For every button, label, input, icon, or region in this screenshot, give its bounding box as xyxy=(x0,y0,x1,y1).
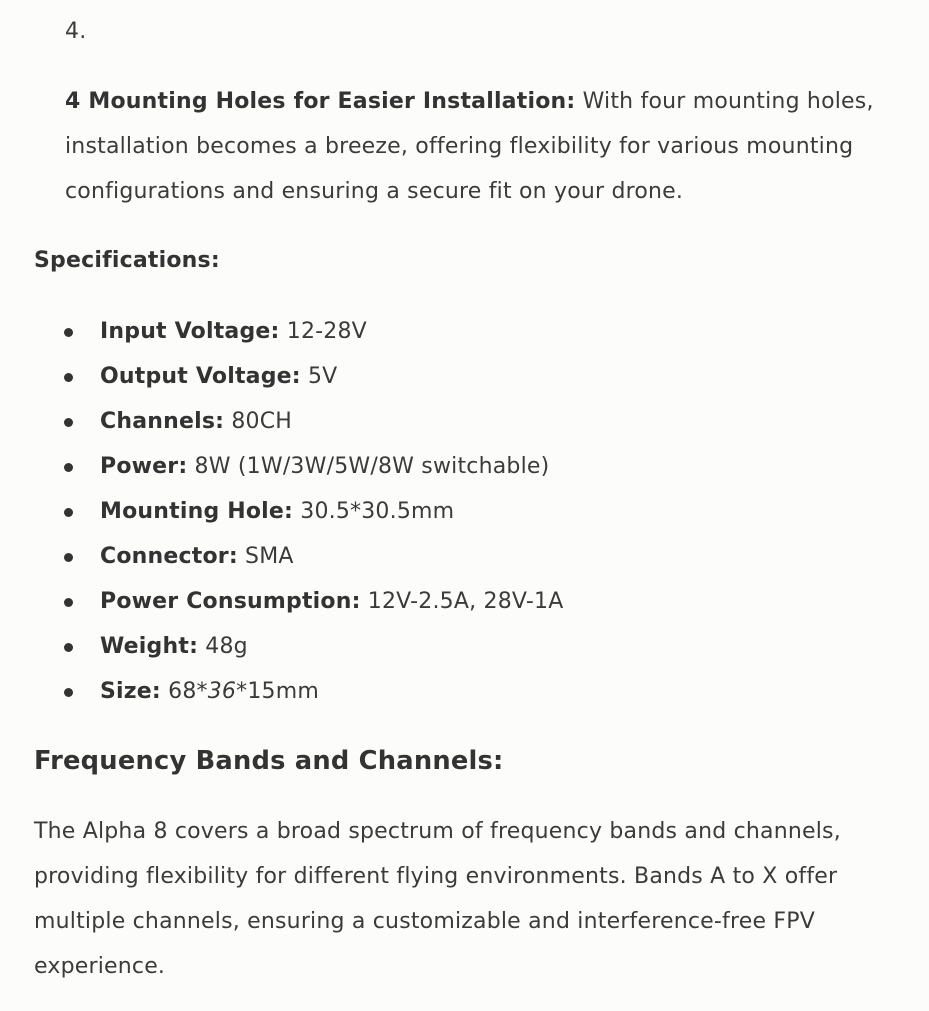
spec-item-output-voltage xyxy=(0,354,929,399)
spec-item-channels xyxy=(0,399,929,444)
spec-item-connector xyxy=(0,534,929,579)
bullet-icon xyxy=(64,418,73,427)
spec-label: Size: xyxy=(100,679,161,704)
spec-label: Power: xyxy=(100,454,188,479)
specifications-list xyxy=(0,309,929,714)
spec-item-power-consumption xyxy=(0,579,929,624)
spec-value: 5V xyxy=(307,364,338,389)
feature-text: With four mounting holes, installation becomes a breeze, offering flexibility for various mounting configurations and ensuring a secure fit on your drone. xyxy=(65,89,874,204)
spec-label: Connector: xyxy=(100,544,238,569)
spec-value: 8W (1W/3W/5W/8W switchable) xyxy=(194,454,550,479)
bullet-icon xyxy=(64,688,73,697)
list-number: 4. xyxy=(65,19,87,44)
spec-label: Mounting Hole: xyxy=(100,499,294,524)
spec-label: Power Consumption: xyxy=(100,589,361,614)
spec-value: 30.5*30.5mm xyxy=(300,499,455,524)
spec-value: SMA xyxy=(245,544,294,569)
spec-value: 80CH xyxy=(231,409,293,434)
spec-label: Output Voltage: xyxy=(100,364,301,389)
frequency-heading: Frequency Bands and Channels: xyxy=(34,746,504,776)
specifications-heading: Specifications: xyxy=(34,248,220,273)
bullet-icon xyxy=(64,643,73,652)
bullet-icon xyxy=(64,508,73,517)
bullet-icon xyxy=(64,373,73,382)
spec-label: Input Voltage: xyxy=(100,319,280,344)
spec-label: Channels: xyxy=(100,409,225,434)
spec-value: 48g xyxy=(205,634,248,659)
spec-value: 12-28V xyxy=(286,319,367,344)
feature-mounting-holes xyxy=(65,79,885,214)
spec-value xyxy=(168,679,319,704)
frequency-paragraph: The Alpha 8 covers a broad spectrum of frequency bands and channels, providing flexibility for different flying environments. Bands A to X offer multiple channels, ensuring a customizable and interference-free FPV experience. xyxy=(34,819,841,979)
spec-item-input-voltage xyxy=(0,309,929,354)
spec-value-part: *15mm xyxy=(236,679,319,704)
bullet-icon xyxy=(64,463,73,472)
spec-value: 12V-2.5A, 28V-1A xyxy=(367,589,564,614)
spec-item-size xyxy=(0,669,929,714)
spec-label: Weight: xyxy=(100,634,199,659)
bullet-icon xyxy=(64,328,73,337)
spec-value-part: 68* xyxy=(168,679,208,704)
bullet-icon xyxy=(64,598,73,607)
spec-item-weight xyxy=(0,624,929,669)
feature-title: 4 Mounting Holes for Easier Installation: xyxy=(65,89,576,114)
bullet-icon xyxy=(64,553,73,562)
spec-value-italic: 36 xyxy=(207,679,237,704)
spec-item-power xyxy=(0,444,929,489)
spec-item-mounting-hole xyxy=(0,489,929,534)
